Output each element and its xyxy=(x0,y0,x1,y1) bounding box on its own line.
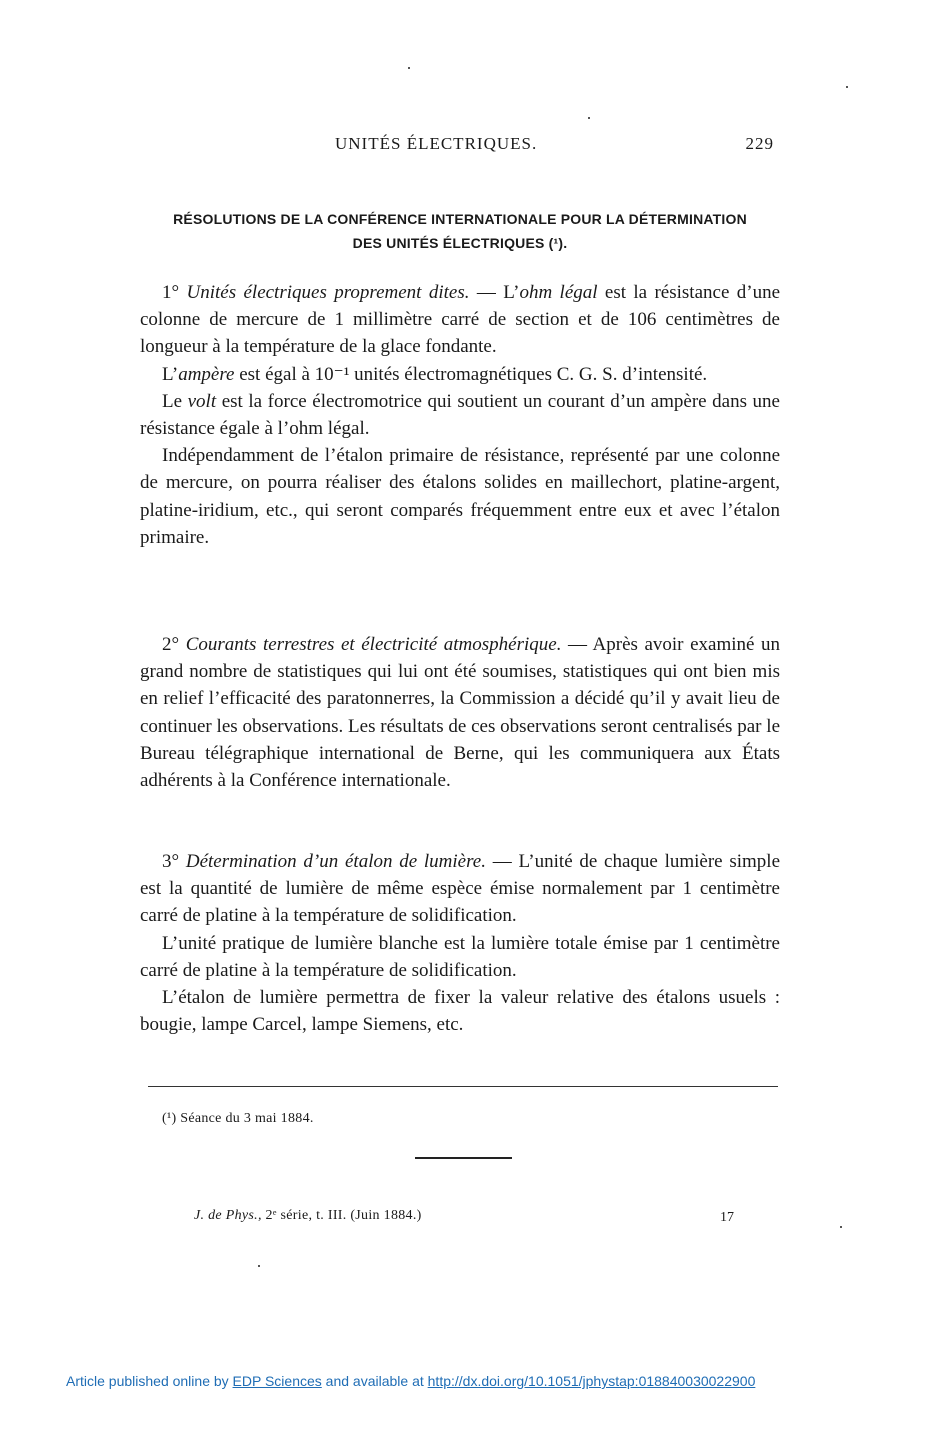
footnote-mark: (¹) xyxy=(162,1111,177,1126)
p3-text: est la force électromotrice qui soutient un courant d’un ampère dans une résistance égale à l’ohm légal. xyxy=(140,390,780,440)
heading-line-1: RÉSOLUTIONS DE LA CONFÉRENCE INTERNATIONALE POUR LA DÉTERMINATION xyxy=(173,211,747,227)
footnote-divider xyxy=(148,1086,778,1087)
section-1 xyxy=(140,279,780,551)
section-1-paragraph-2 xyxy=(140,361,780,388)
publisher-link[interactable]: EDP Sciences xyxy=(232,1373,322,1389)
section-2-paragraph xyxy=(140,631,780,794)
running-head-title: UNITÉS ÉLECTRIQUES. xyxy=(335,134,538,153)
footnote-text: Séance du 3 mai 1884. xyxy=(180,1111,314,1126)
section-1-text: est la résistance d’une colonne de mercure de 1 millimètre carré de section et de 106 centimètres de longueur à la température de la glace fondante. xyxy=(140,282,781,358)
heading-line-2: DES UNITÉS ÉLECTRIQUES (¹). xyxy=(352,235,568,251)
section-1-paragraph-3 xyxy=(140,388,780,442)
section-1-title: Unités électriques proprement dites. xyxy=(186,282,470,303)
section-3-number: 3° xyxy=(162,851,180,872)
publication-footer xyxy=(66,1373,755,1389)
section-1-paragraph-4: Indépendamment de l’étalon primaire de résistance, représenté par une colonne de mercure, on pourra réaliser des étalons solides en maillechort, platine-argent, platine-iridium, etc., qui seront comparés fréquemment entre eux et avec l’étalon primaire. xyxy=(140,445,780,548)
footer-middle: and available at xyxy=(321,1373,428,1389)
journal-details: 2ᵉ série, t. III. (Juin 1884.) xyxy=(261,1208,422,1223)
p2-prefix: L’ xyxy=(162,363,179,385)
section-1-paragraph-1 xyxy=(140,279,780,361)
section-heading xyxy=(130,207,790,255)
term-ampere: ampère xyxy=(178,363,235,385)
section-3-text: — L’unité de chaque lumière simple est la quantité de lumière de même espèce émise normalement par 1 centimètre carré de platine à la température de solidification. xyxy=(140,851,781,927)
section-3-paragraph-1 xyxy=(140,848,780,930)
short-divider xyxy=(415,1157,512,1159)
scan-speck xyxy=(258,1265,260,1267)
p3-prefix: Le xyxy=(162,390,188,412)
section-2-number: 2° xyxy=(162,634,180,655)
scan-speck xyxy=(840,1226,842,1228)
section-3 xyxy=(140,848,780,1038)
doi-link[interactable]: http://dx.doi.org/10.1051/jphystap:018840030022900 xyxy=(427,1373,756,1389)
section-1-dash: — L’ xyxy=(469,282,520,303)
scan-speck xyxy=(408,67,410,69)
footer-prefix: Article published online by xyxy=(66,1373,233,1389)
p2-text: est égal à 10⁻¹ unités électromagnétiques C. G. S. d’intensité. xyxy=(234,363,708,385)
journal-signature xyxy=(194,1208,422,1224)
section-3-paragraph-3: L’étalon de lumière permettra de fixer la valeur relative des étalons usuels : bougie, lampe Carcel, lampe Siemens, etc. xyxy=(140,987,780,1036)
term-volt: volt xyxy=(187,390,217,412)
section-2-text: — Après avoir examiné un grand nombre de statistiques qui lui ont été soumises, statistiques qui ont bien mis en relief l’efficacité des paratonnerres, la Commission a décidé qu’il y avait lieu de continuer les observations. Les résultats de ces observations seront centralisés par le Bureau télégraphique international de Berne, qui les communiquera aux États adhérents à la Conférence internationale. xyxy=(140,634,780,792)
scan-speck xyxy=(588,117,590,119)
page-number: 229 xyxy=(745,134,774,153)
footnote xyxy=(162,1111,314,1127)
section-3-title: Détermination d’un étalon de lumière. xyxy=(185,851,486,872)
section-1-number: 1° xyxy=(162,282,180,303)
scan-speck xyxy=(846,86,848,88)
sheet-number: 17 xyxy=(720,1210,734,1225)
journal-name: J. de Phys., xyxy=(194,1208,262,1223)
section-2-title: Courants terrestres et électricité atmosphérique. xyxy=(185,634,562,655)
section-2 xyxy=(140,631,780,794)
section-3-paragraph-2: L’unité pratique de lumière blanche est la lumière totale émise par 1 centimètre carré de platine à la température de solidification. xyxy=(140,932,780,981)
term-ohm: ohm légal xyxy=(519,282,598,303)
